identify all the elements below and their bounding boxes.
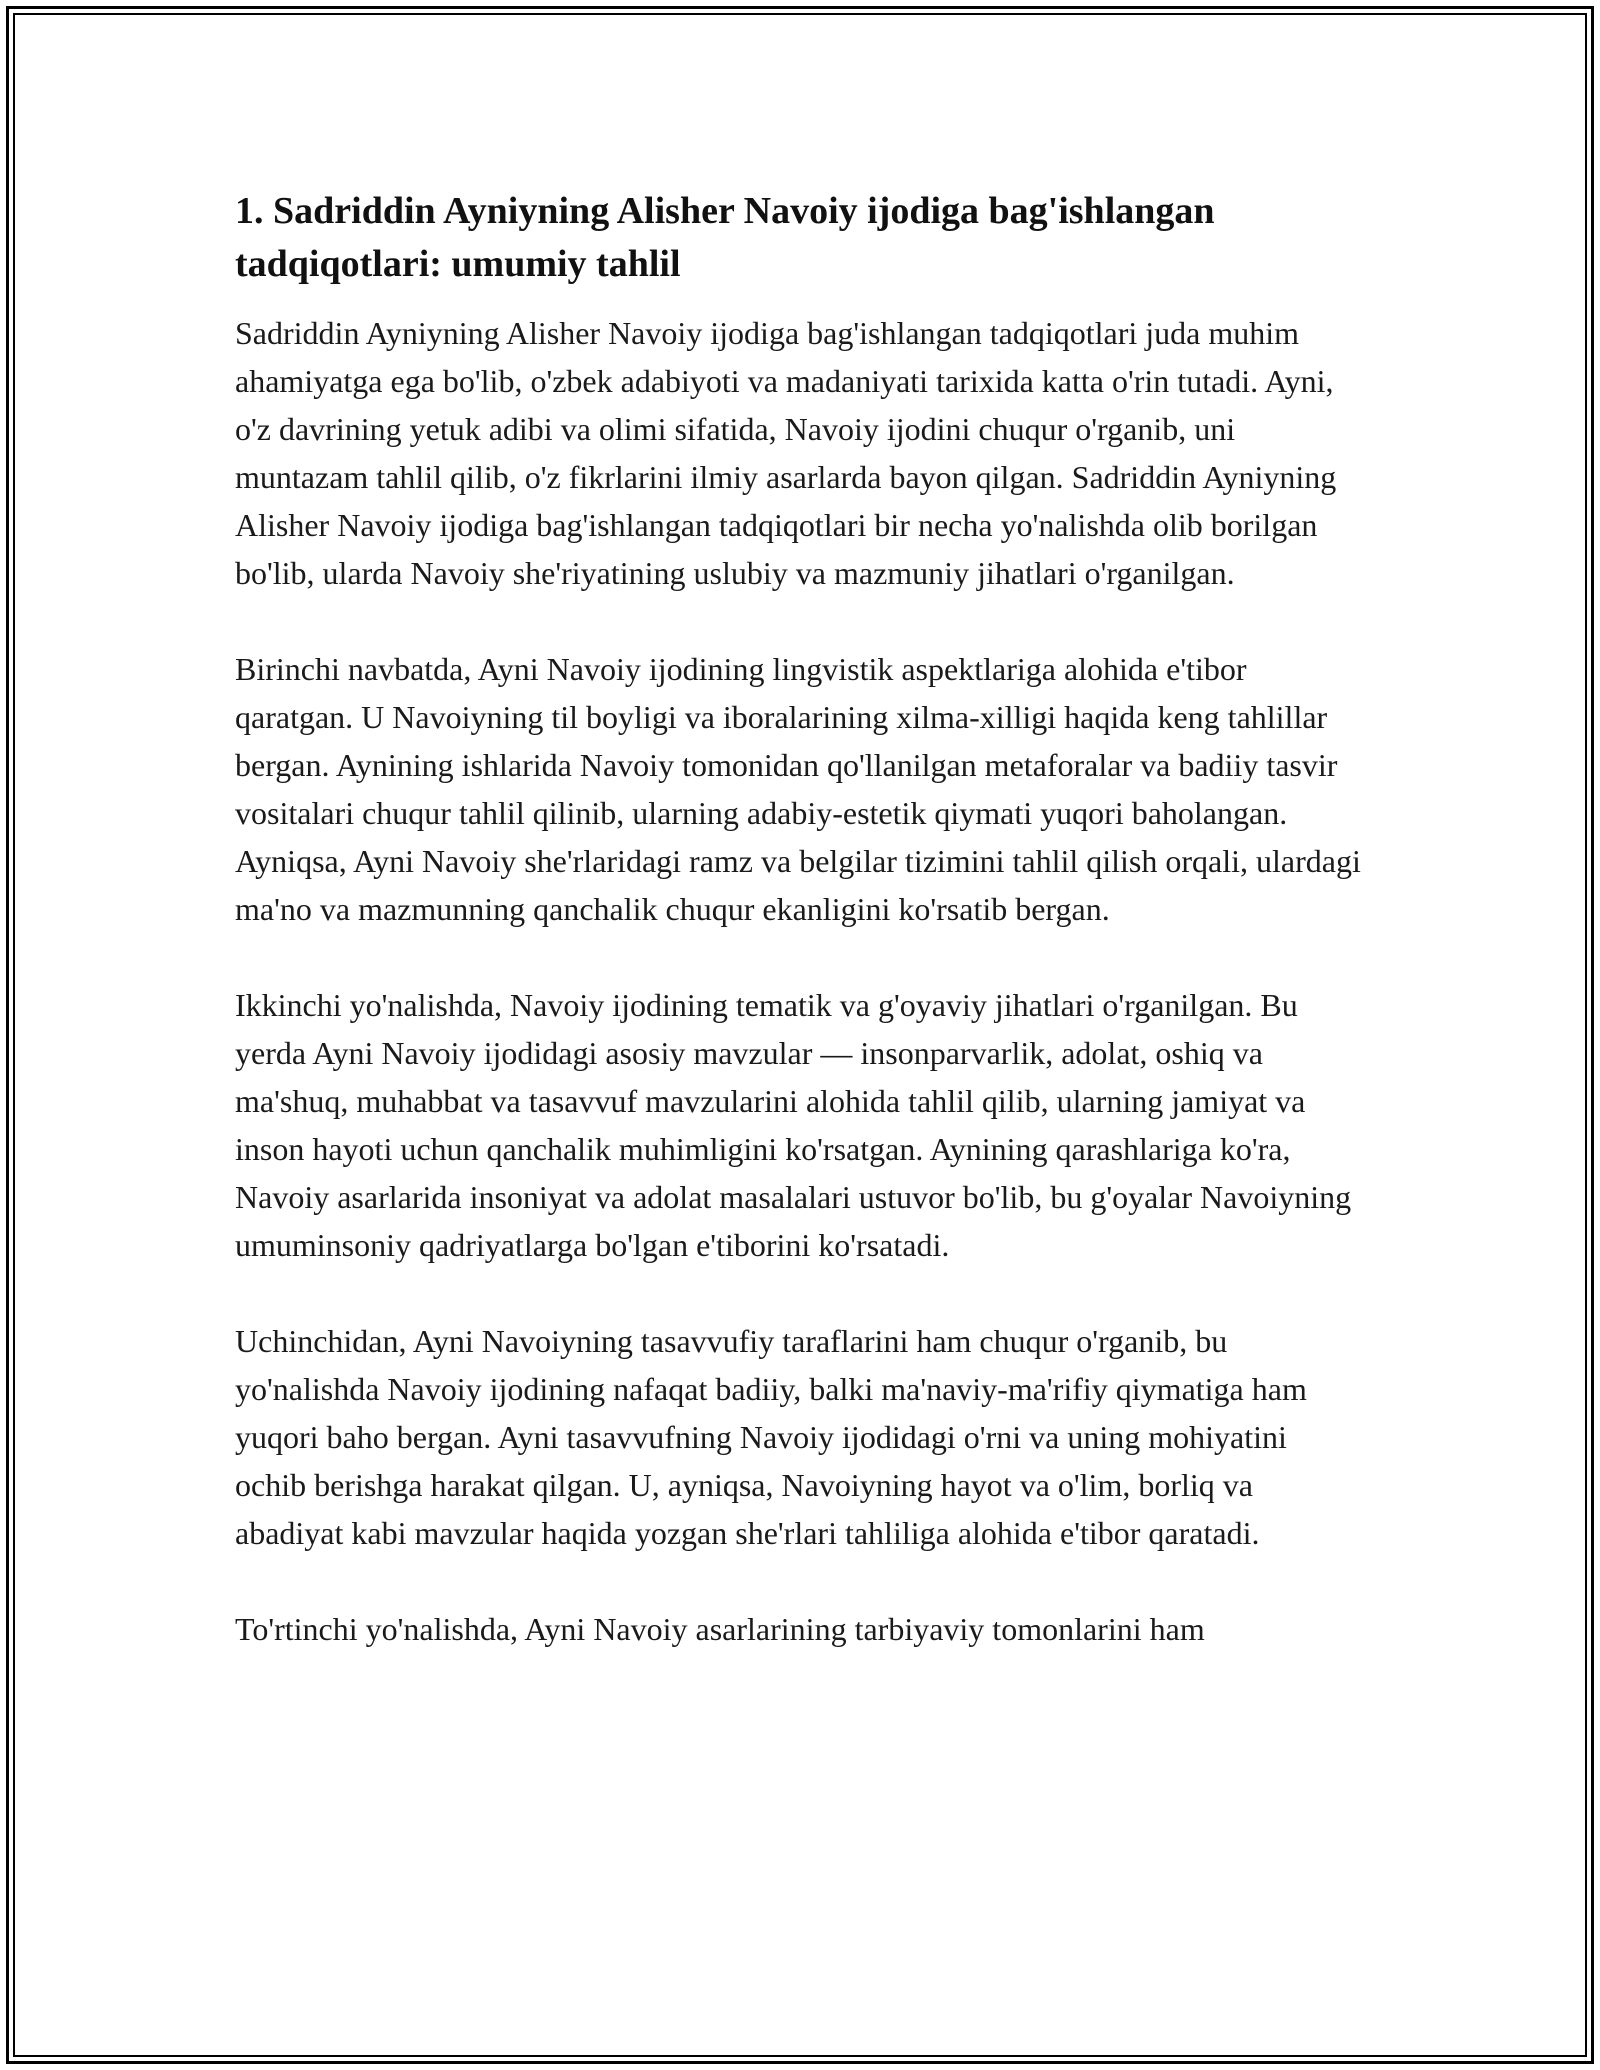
paragraph-1: Sadriddin Ayniyning Alisher Navoiy ijodiga bag'ishlangan tadqiqotlari juda muhim ahamiyatga ega bo'lib, o'zbek adabiyoti va madaniyati tarixida katta o'rin tutadi. Ayni, o'z davrining yetuk adibi va olimi sifatida, Navoiy ijodini chuqur o'rganib, uni muntazam tahlil qilib, o'z fikrlarini ilmiy asarlarda bayon qilgan. Sadriddin Ayniyning Alisher Navoiy ijodiga bag'ishlangan tadqiqotlari bir necha yo'nalishda olib borilgan bo'lib, ularda Navoiy she'riyatining uslubiy va mazmuniy jihatlari o'rganilgan.	[235, 315, 1337, 591]
paragraph-4: Uchinchidan, Ayni Navoiyning tasavvufiy taraflarini ham chuqur o'rganib, bu yo'nalishda Navoiy ijodining nafaqat badiiy, balki ma'naviy-ma'rifiy qiymatiga ham yuqori baho bergan. Ayni tasavvufning Navoiy ijodidagi o'rni va uning mohiyatini ochib berishga harakat qilgan. U, ayniqsa, Navoiyning hayot va o'lim, borliq va abadiyat kabi mavzular haqida yozgan she'rlari tahliliga alohida e'tibor qaratadi.	[235, 1323, 1307, 1551]
paragraph-2: Birinchi navbatda, Ayni Navoiy ijodining lingvistik aspektlariga alohida e'tibor qaratgan. U Navoiyning til boyligi va iboralarining xilma-xilligi haqida keng tahlillar bergan. Aynining ishlarida Navoiy tomonidan qo'llanilgan metaforalar va badiiy tasvir vositalari chuqur tahlil qilinib, ularning adabiy-estetik qiymati yuqori baholangan. Ayniqsa, Ayni Navoiy she'rlaridagi ramz va belgilar tizimini tahlil qilish orqali, ulardagi ma'no va mazmunning qanchalik chuqur ekanligini ko'rsatib bergan.	[235, 651, 1361, 927]
paragraph-3: Ikkinchi yo'nalishda, Navoiy ijodining tematik va g'oyaviy jihatlari o'rganilgan. Bu yerda Ayni Navoiy ijodidagi asosiy mavzular — insonparvarlik, adolat, oshiq va ma'shuq, muhabbat va tasavvuf mavzularini alohida tahlil qilib, ularning jamiyat va inson hayoti uchun qanchalik muhimligini ko'rsatgan. Aynining qarashlariga ko'ra, Navoiy asarlarida insoniyat va adolat masalalari ustuvor bo'lib, bu g'oyalar Navoiyning umuminsoniy qadriyatlarga bo'lgan e'tiborini ko'rsatadi.	[235, 987, 1352, 1263]
section-heading: 1. Sadriddin Ayniyning Alisher Navoiy ijodiga bag'ishlangan tadqiqotlari: umumiy tahlil	[235, 190, 1215, 285]
document-body	[235, 185, 1365, 1701]
paragraph-5: To'rtinchi yo'nalishda, Ayni Navoiy asarlarining tarbiyaviy tomonlarini ham	[235, 1611, 1205, 1647]
